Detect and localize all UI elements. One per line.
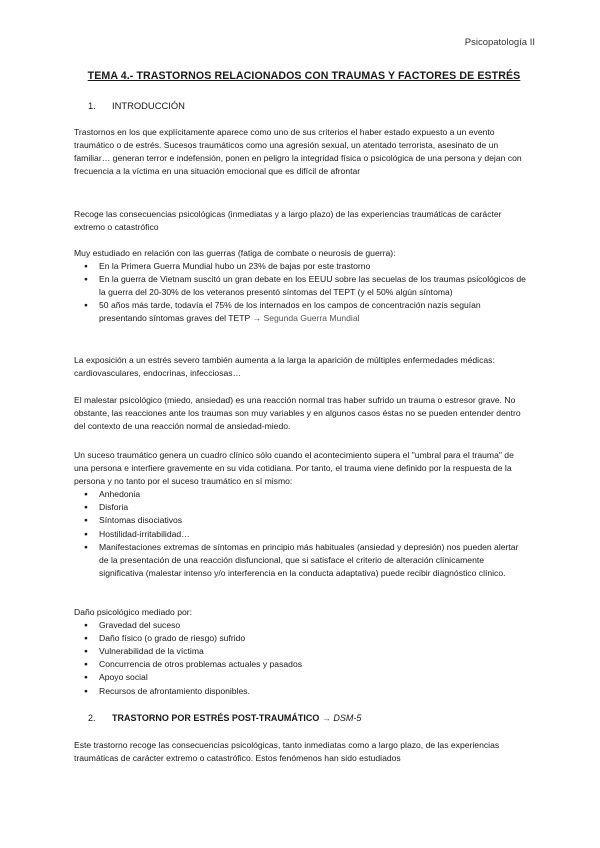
list-item: ● Síntomas disociativos	[74, 514, 526, 527]
section-2-heading	[88, 713, 361, 723]
section-1-title: INTRODUCCIÓN	[112, 100, 185, 111]
section-2-number: 2.	[88, 713, 96, 723]
wars-block	[74, 247, 526, 326]
list-item: ● Disforia	[74, 501, 526, 514]
world-war-note: → Segunda Guerra Mundial	[252, 313, 360, 324]
intro-paragraph: Trastornos en los que explícitamente aparece como uno de sus criterios el haber estado expuesto a un evento traumático o de estrés. Sucesos traumáticos como una agresión sexual, un atentado terrorista, asesinato de un familiar… generan terror e indefensión, ponen en peligro la integridad física o psicológica de una persona y dejan con frecuencia a la víctima en una situación emocional que es difícil de afrontar	[74, 127, 522, 177]
clinical-block	[74, 449, 526, 580]
section-2-title: TRASTORNO POR ESTRÉS POST-TRAUMÁTICO	[112, 713, 320, 723]
section-2-arrow: →	[321, 713, 331, 723]
list-item: ● Apoyo social	[74, 671, 526, 684]
clinical-lead: Un suceso traumático genera un cuadro clínico sólo cuando el acontecimiento supera el "umbral para el trauma" de una persona e interfiere gravemente en su vida cotidiana. Por tanto, el trauma viene definido por la respuesta de la persona y no tanto por el suceso traumático en sí mismo:	[74, 450, 514, 487]
damage-lead: Daño psicológico mediado por:	[74, 607, 192, 617]
list-item: ● Concurrencia de otros problemas actuales y pasados	[74, 658, 526, 671]
section-1-number: 1.	[88, 100, 96, 111]
section-2-reference: DSM-5	[333, 713, 362, 723]
section-1-heading	[88, 100, 185, 111]
damage-block	[74, 606, 526, 698]
malaise-paragraph: El malestar psicológico (miedo, ansiedad) es una reacción normal tras haber sufrido un trauma o estresor grave. No obstante, las reacciones ante los traumas son muy variables y en algunos casos éstas no se pueden entender dentro del contexto de una reacción normal de ansiedad-miedo.	[74, 395, 521, 432]
wars-lead: Muy estudiado en relación con las guerras (fatiga de combate o neurosis de guerra):	[74, 248, 396, 258]
list-item: ● Gravedad del suceso	[74, 619, 526, 632]
damage-list	[74, 619, 526, 698]
consequences-paragraph: Recoge las consecuencias psicológicas (inmediatas y a largo plazo) de las experiencias traumáticas de carácter extremo o catastrófico	[74, 209, 502, 233]
list-item: ● Recursos de afrontamiento disponibles.	[74, 685, 526, 698]
page-title: TEMA 4.- TRASTORNOS RELACIONADOS CON TRAUMAS Y FACTORES DE ESTRÉS	[87, 70, 521, 82]
ptsd-paragraph: Este trastorno recoge las consecuencias psicológicas, tanto inmediatas como a largo plazo, de las experiencias traumáticas de carácter extremo o catastrófico. Estos fenómenos han sido estudiados	[74, 740, 500, 764]
list-item: ● Daño físico (o grado de riesgo) sufrido	[74, 632, 526, 645]
list-item: ● Vulnerabilidad de la víctima	[74, 645, 526, 658]
list-item: ● Manifestaciones extremas de síntomas en principio más habituales (ansiedad y depresión) nos pueden alertar de la presentación de una reacción disfuncional, que si satisface el criterio de alteración clínicamente significativa (malestar intenso y/o interferencia en la conducta adaptativa) puede recibir diagnóstico clínico.	[74, 541, 526, 580]
list-item: ● En la guerra de Vietnam suscitó un gran debate en los EEUU sobre las secuelas de los traumas psicológicos de la guerra del 20-30% de los veteranos presentó síntomas del TEPT (y el 50% algún síntoma)	[74, 273, 526, 299]
wars-list	[74, 260, 526, 325]
list-item: ● Anhedonia	[74, 488, 526, 501]
exposure-paragraph: La exposición a un estrés severo también aumenta a la larga la aparición de múltiples enfermedades médicas: cardiovasculares, endocrinas, infecciosas…	[74, 355, 495, 379]
running-header: Psicopatología II	[464, 37, 535, 48]
symptom-list	[74, 488, 526, 580]
list-item: ● 50 años más tarde, todavía el 75% de los internados en los campos de concentración nazis seguían presentando síntomas graves del TETP → Segunda Guerra Mundial	[74, 299, 526, 325]
list-item: ● En la Primera Guerra Mundial hubo un 23% de bajas por este trastorno	[74, 260, 526, 273]
list-item: ● Hostilidad-irritabilidad…	[74, 528, 526, 541]
